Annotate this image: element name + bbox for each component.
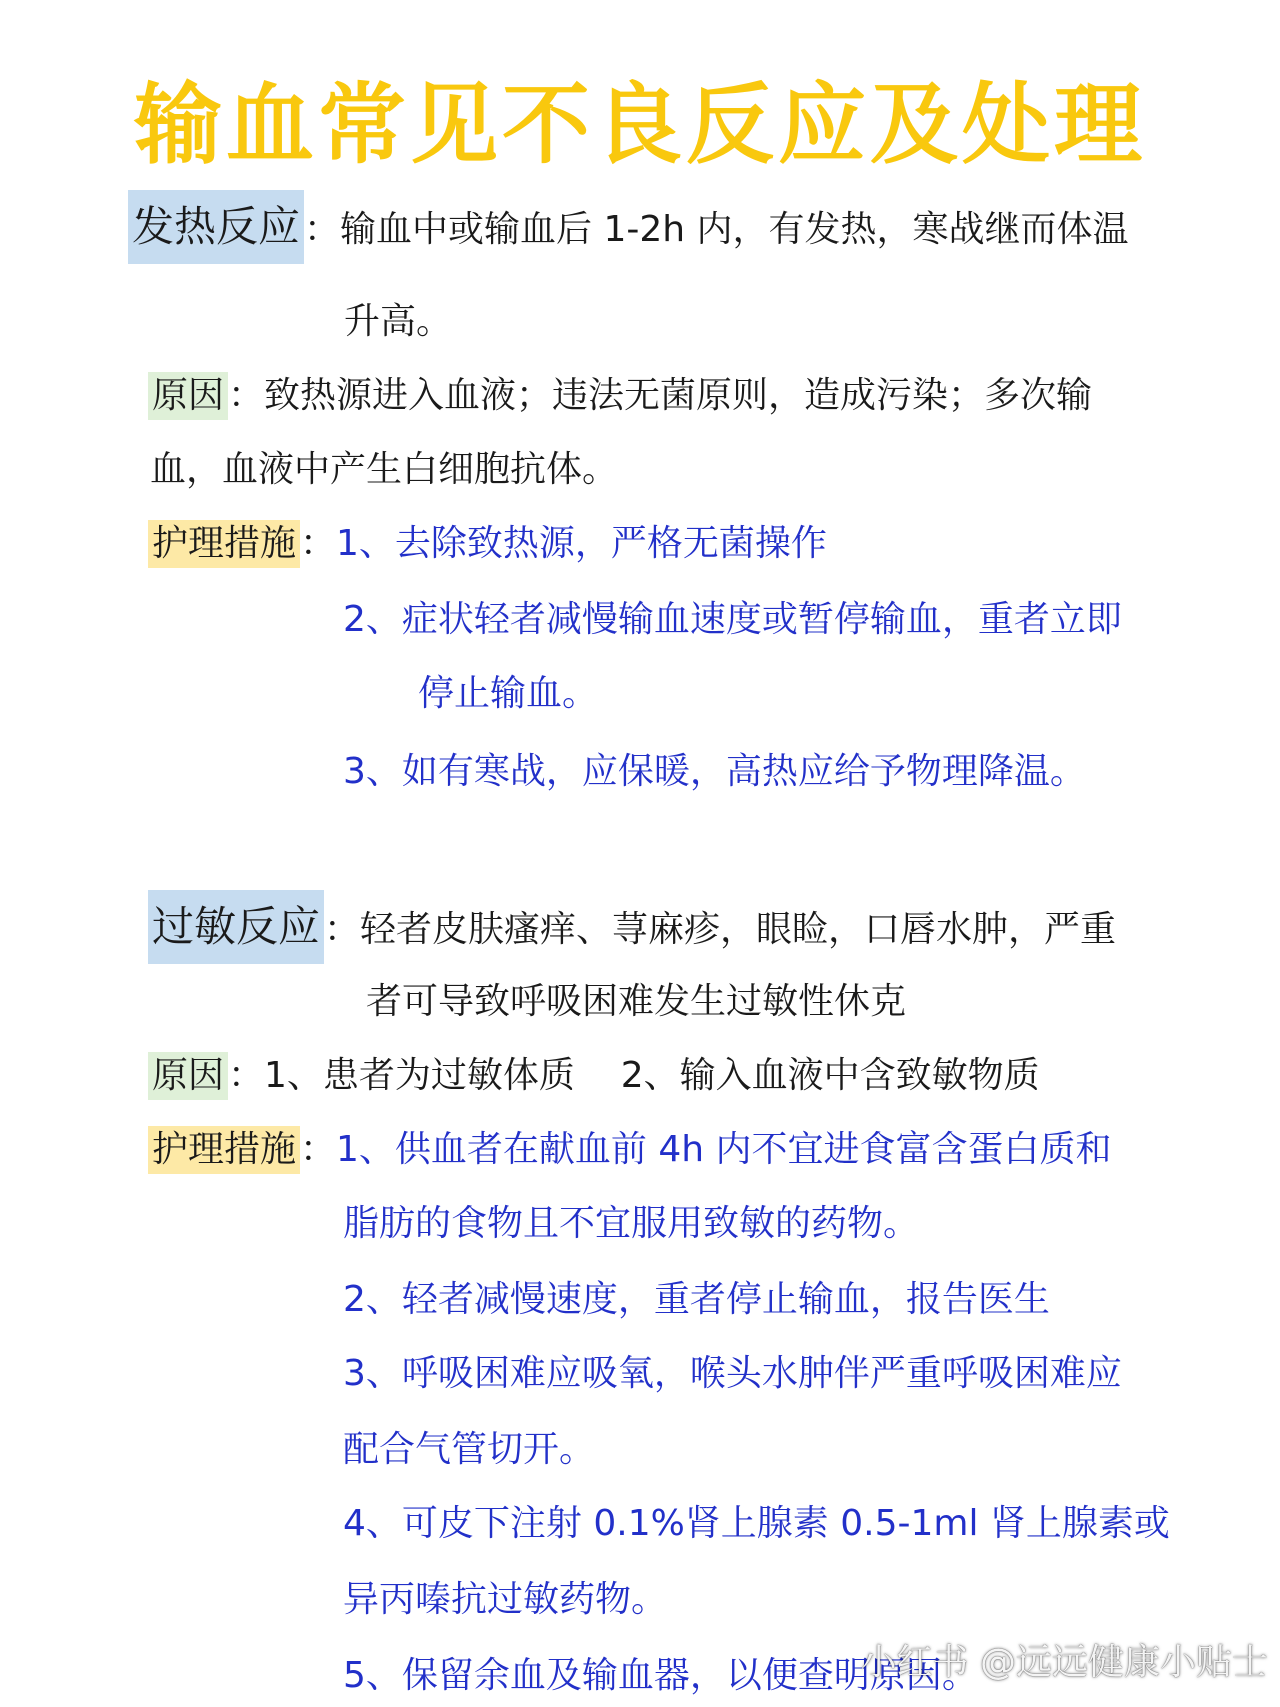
cause-label: 原因	[148, 372, 228, 420]
fever-care-item-2: 2、症状轻者减慢输血速度或暂停输血，重者立即	[343, 599, 1122, 640]
fever-care-item-3: 3、如有寒战，应保暖，高热应给予物理降温。	[343, 751, 1086, 792]
section-colon: ：	[228, 1055, 265, 1096]
allergy-cause-line-1: 1、患者为过敏体质 2、输入血液中含致敏物质	[264, 1055, 1040, 1096]
allergy-care-item-1: 1、供血者在献血前 4h 内不宜进食富含蛋白质和	[336, 1129, 1112, 1170]
care-label: 护理措施	[148, 520, 300, 568]
page-title: 输血常见不良反应及处理	[133, 73, 1146, 176]
section-title-allergy: 过敏反应	[148, 890, 324, 964]
section-allergy-header	[148, 890, 1116, 964]
cause-label: 原因	[148, 1052, 228, 1100]
allergy-care	[148, 1126, 1112, 1174]
fever-cause	[148, 372, 1092, 420]
watermark: 小红书 @远远健康小贴士	[860, 1642, 1268, 1683]
fever-cause-line-1: 致热源进入血液；违法无菌原则，造成污染；多次输	[264, 375, 1093, 416]
section-colon: ：	[228, 375, 265, 416]
allergy-description-line-1: 轻者皮肤瘙痒、荨麻疹，眼睑，口唇水肿，严重	[360, 909, 1117, 950]
allergy-care-item-4: 4、可皮下注射 0.1%肾上腺素 0.5-1ml 肾上腺素或	[343, 1503, 1170, 1544]
allergy-care-item-2: 2、轻者减慢速度，重者停止输血，报告医生	[343, 1279, 1050, 1320]
allergy-care-item-3: 3、呼吸困难应吸氧，喉头水肿伴严重呼吸困难应	[343, 1353, 1122, 1394]
fever-description-line-1: 输血中或输血后 1-2h 内，有发热，寒战继而体温	[340, 209, 1129, 250]
section-colon: ：	[300, 1129, 337, 1170]
allergy-description-line-2: 者可导致呼吸困难发生过敏性休克	[366, 981, 907, 1022]
fever-care	[148, 520, 827, 568]
fever-description-line-2: 升高。	[344, 301, 453, 342]
fever-cause-line-2: 血，血液中产生白细胞抗体。	[150, 449, 619, 490]
allergy-care-item-4-cont: 异丙嗪抗过敏药物。	[343, 1579, 668, 1620]
allergy-cause	[148, 1052, 1040, 1100]
section-fever-header	[128, 190, 1129, 264]
fever-care-item-2-cont: 停止输血。	[418, 673, 599, 714]
allergy-care-item-5: 5、保留余血及输血器，以便查明原因。	[343, 1655, 978, 1696]
section-colon: ：	[324, 909, 361, 950]
section-title-fever: 发热反应	[128, 190, 304, 264]
allergy-care-item-3-cont: 配合气管切开。	[343, 1429, 596, 1470]
fever-care-item-1: 1、去除致热源，严格无菌操作	[336, 523, 827, 564]
section-colon: ：	[300, 523, 337, 564]
allergy-care-item-1-cont: 脂肪的食物且不宜服用致敏的药物。	[343, 1203, 920, 1244]
section-colon: ：	[304, 209, 341, 250]
care-label: 护理措施	[148, 1126, 300, 1174]
